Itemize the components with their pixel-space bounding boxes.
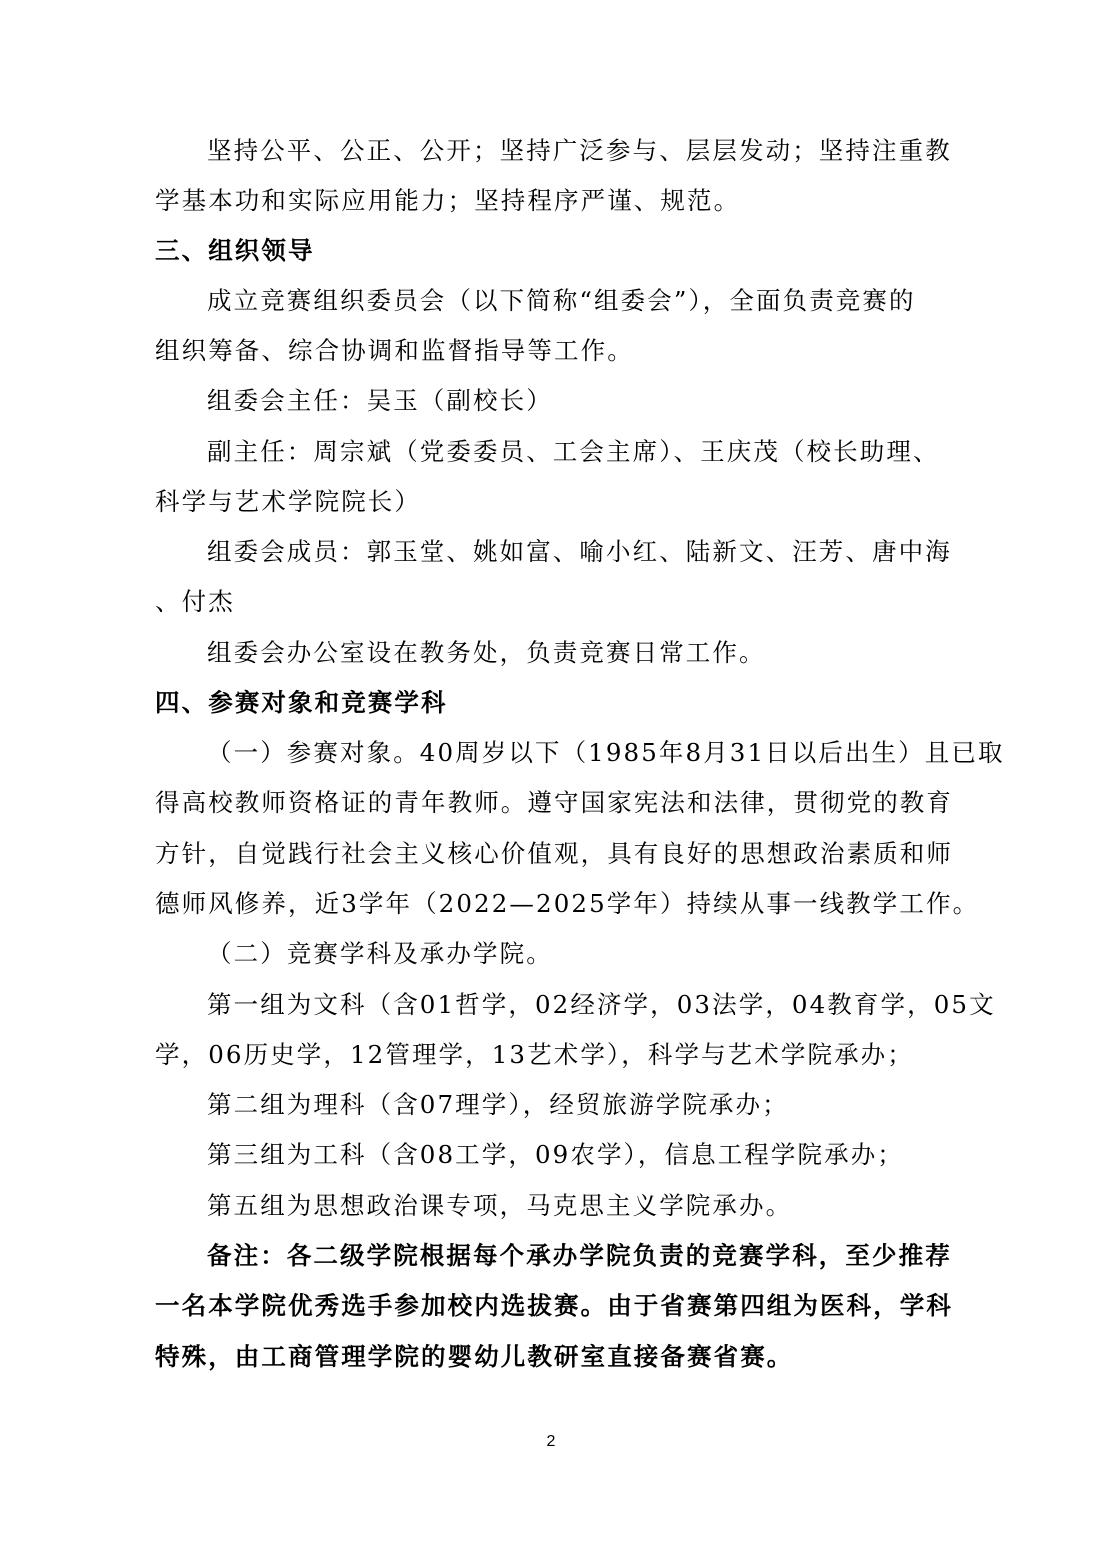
paragraph-line: （一）参赛对象。40周岁以下（1985年8月31日以后出生）且已取 [207, 738, 1005, 767]
paragraph-line: 组委会成员：郭玉堂、姚如富、喻小红、陆新文、汪芳、唐中海 [207, 537, 952, 566]
paragraph-line: 成立竞赛组织委员会（以下简称“组委会”），全面负责竞赛的 [207, 286, 916, 315]
paragraph-line: 方针，自觉践行社会主义核心价值观，具有良好的思想政治素质和师 [155, 839, 953, 868]
paragraph-line: （二）竞赛学科及承办学院。 [207, 939, 553, 968]
paragraph-line: 组织筹备、综合协调和监督指导等工作。 [155, 336, 634, 365]
page-number: 2 [546, 1433, 556, 1450]
paragraph-line: 副主任：周宗斌（党委委员、工会主席）、王庆茂（校长助理、 [207, 437, 940, 466]
paragraph-line: 科学与艺术学院院长） [155, 487, 421, 516]
note-line: 特殊，由工商管理学院的婴幼儿教研室直接备赛省赛。 [155, 1342, 794, 1371]
paragraph-line: 第五组为思想政治课专项，马克思主义学院承办。 [207, 1191, 793, 1220]
section-heading-4: 四、参赛对象和竞赛学科 [155, 688, 448, 717]
paragraph-line: 、付杰 [155, 587, 235, 616]
paragraph-line: 学，06历史学，12管理学，13艺术学），科学与艺术学院承办； [155, 1040, 914, 1069]
paragraph-line: 组委会主任：吴玉（副校长） [207, 386, 553, 415]
paragraph-line: 得高校教师资格证的青年教师。遵守国家宪法和法律，贯彻党的教育 [155, 788, 953, 817]
paragraph-line: 第三组为工科（含08工学，09农学），信息工程学院承办； [207, 1140, 904, 1169]
section-heading-3: 三、组织领导 [155, 236, 315, 265]
note-line: 备注：各二级学院根据每个承办学院负责的竞赛学科，至少推荐 [207, 1241, 952, 1270]
paragraph-line: 德师风修养，近3学年（2022—2025学年）持续从事一线教学工作。 [155, 889, 980, 918]
paragraph-line: 第二组为理科（含07理学），经贸旅游学院承办； [207, 1090, 789, 1119]
note-line: 一名本学院优秀选手参加校内选拔赛。由于省赛第四组为医科，学科 [155, 1291, 953, 1320]
paragraph-line: 第一组为文科（含01哲学，02经济学，03法学，04教育学，05文 [207, 990, 996, 1019]
paragraph-line: 组委会办公室设在教务处，负责竞赛日常工作。 [207, 638, 766, 667]
paragraph-line: 学基本功和实际应用能力；坚持程序严谨、规范。 [155, 186, 741, 215]
paragraph-line: 坚持公平、公正、公开；坚持广泛参与、层层发动；坚持注重教 [207, 136, 952, 165]
